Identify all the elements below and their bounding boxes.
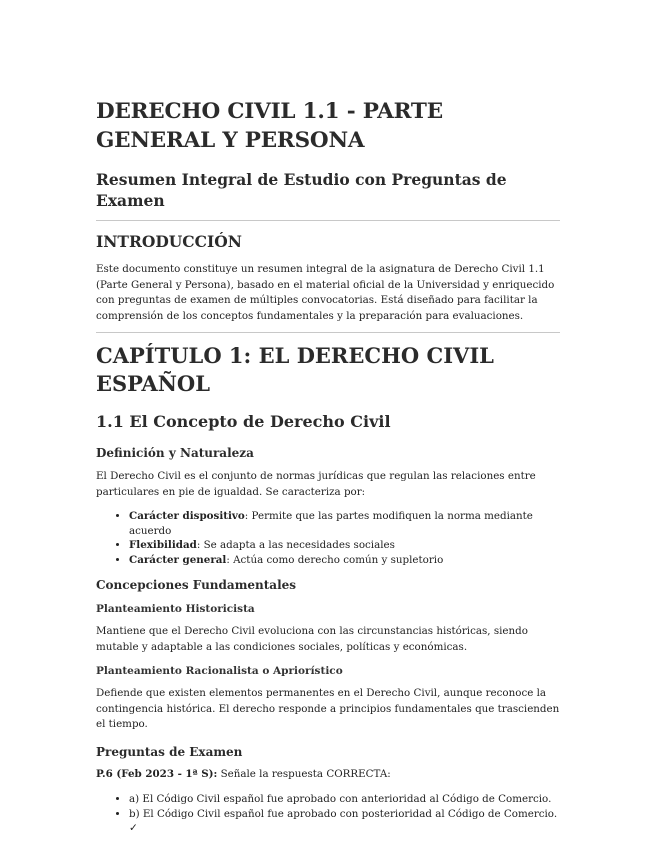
list-item-desc: : Actúa como derecho común y supletorio — [226, 553, 444, 566]
preguntas-heading: Preguntas de Examen — [96, 744, 243, 759]
list-item-desc: : Se adapta a las necesidades sociales — [196, 539, 395, 551]
divider — [96, 332, 560, 333]
historicista-heading: Planteamiento Historicista — [96, 603, 255, 615]
list-item — [129, 509, 560, 538]
racionalista-text: Defiende que existen elementos permanentes en el Derecho Civil, aunque reconoce la contingencia histórica. El derecho responde a principios fundamentales que trascienden el tiempo. — [96, 687, 560, 730]
list-item-term: Carácter dispositivo — [129, 510, 245, 522]
divider — [96, 220, 560, 221]
characteristics-list — [96, 509, 560, 567]
introduccion-heading: INTRODUCCIÓN — [96, 232, 242, 251]
list-item-term: Carácter general — [129, 553, 227, 566]
exam-question — [96, 767, 560, 783]
introduccion-text: Este documento constituye un resumen integral de la asignatura de Derecho Civil 1.1 (Parte General y Persona), basado en el material oficial de la Universidad y enriquecido con preguntas de examen de múltiples convocatorias. Está diseñado para facilitar la comprensión de los conceptos fundamentales y la preparación para evaluaciones. — [96, 263, 555, 322]
answer-option: • b) El Código Civil español fue aprobado con posterioridad al Código de Comercio. ✓ — [129, 807, 560, 836]
answer-options — [96, 792, 560, 836]
list-item-term: Flexibilidad — [129, 539, 197, 551]
definicion-text: El Derecho Civil es el conjunto de normas jurídicas que regulan las relaciones entre particulares en pie de igualdad. Se caracteriza por: — [96, 470, 536, 498]
list-item — [129, 538, 560, 553]
list-item — [129, 553, 560, 568]
racionalista-heading: Planteamiento Racionalista o Apriorístico — [96, 665, 343, 677]
document-subtitle: Resumen Integral de Estudio con Preguntas de Examen — [96, 170, 507, 210]
question-text: Señale la respuesta CORRECTA: — [217, 767, 391, 780]
document-title: DERECHO CIVIL 1.1 - PARTE GENERAL Y PERSONA — [96, 99, 443, 153]
historicista-text: Mantiene que el Derecho Civil evoluciona con las circunstancias históricas, siendo mutable y adaptable a las condiciones sociales, políticas y económicas. — [96, 625, 528, 653]
definicion-heading: Definición y Naturaleza — [96, 446, 254, 460]
question-ref: P.6 (Feb 2023 - 1ª S): — [96, 767, 218, 780]
section-heading: 1.1 El Concepto de Derecho Civil — [96, 412, 391, 431]
concepciones-heading: Concepciones Fundamentales — [96, 578, 297, 592]
list-item-desc: : Permite que las partes modifiquen la norma mediante acuerdo — [129, 510, 533, 537]
chapter-heading: CAPÍTULO 1: EL DERECHO CIVIL ESPAÑOL — [96, 343, 494, 396]
answer-option: • a) El Código Civil español fue aprobado con anterioridad al Código de Comercio. — [129, 792, 560, 807]
